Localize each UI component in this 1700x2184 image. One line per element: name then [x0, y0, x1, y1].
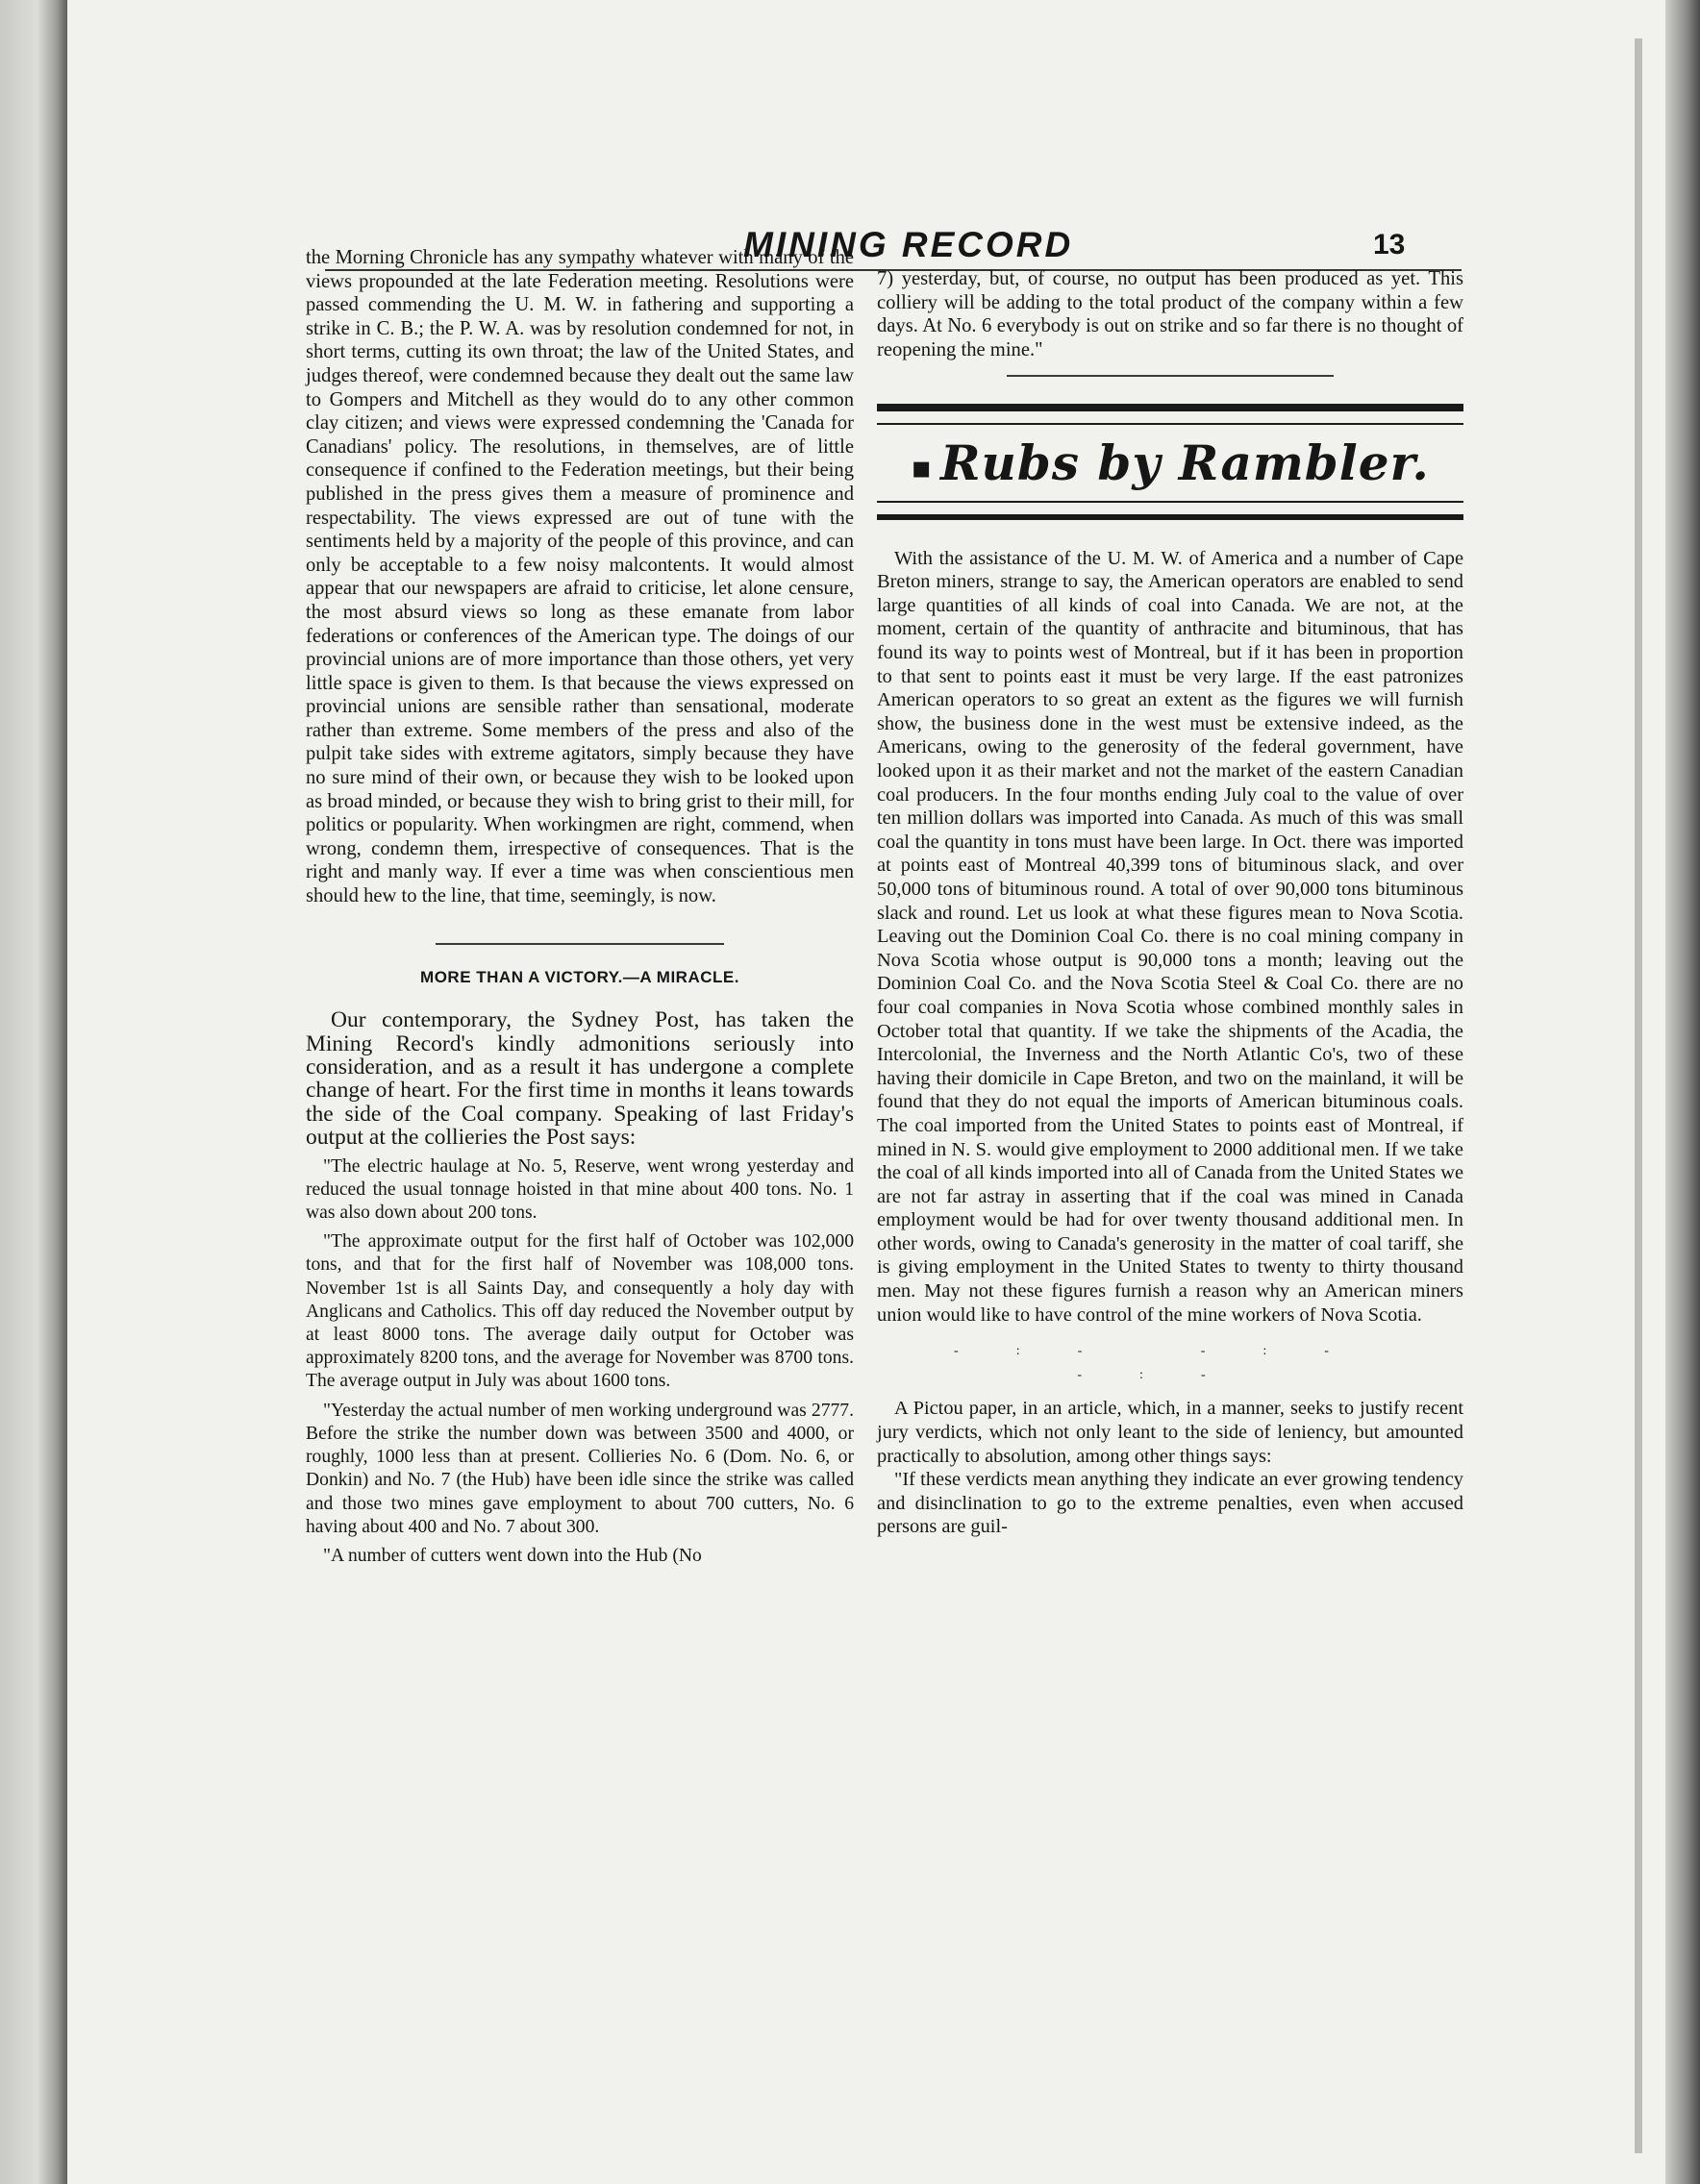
- section-divider: [1007, 375, 1334, 377]
- editorial-text: the Morning Chronicle has any sympathy whatever with many of the views propounded at the late Federation meeting. Resolutions were passed commending the U. M. W. in fathering and supporting a strike in C. B.; the P. W. A. was by resolution condemned for not, in short terms, cutting its own throat; the law of the United States, and judges thereof, were condemned because they dealt out the same law to Gompers and Mitchell as they would do to any other common clay citizen; and views were expressed condemning the 'Canada for Canadians' policy. The resolutions, in themselves, are of little consequence if confined to the Federation meetings, but their being published in the press gives them a measure of prominence and respectability. The views expressed are out of tune with the sentiments held by a majority of the people of this province, and can only be acceptable to a few noisy malcontents. It would almost appear that our newspapers are afraid to criticise, let alone censure, the most absurd views so long as these emanate from labor federations or conferences of the American type. The doings of our provincial unions are of more importance than those others, yet very little space is given to them. Is that because the views expressed on provincial unions are sensible rather than sensational, moderate rather than extreme. Some members of the press and also of the pulpit take sides with extreme agitators, simply because they have no sure mind of their own, or because they wish to be looked upon as broad minded, or because they wish to bring grist to their mill, for politics or popularity. When workingmen are right, commend, when wrong, condemn them, irrespective of consequences. That is the right and manly way. If ever a time was when conscientious men should hew to the line, that time, seemingly, is now.: [306, 247, 854, 907]
- page-number: 13: [1373, 229, 1406, 261]
- page-edge: [1635, 38, 1642, 2153]
- section-rule-top: [877, 404, 1463, 425]
- continuation-paragraph: 7) yesterday, but, of course, no output has been produced as yet. This colliery will be adding to the total product of the company within a few days. At No. 6 everybody is out on strike and so far there is no thought of reopening the mine.": [877, 268, 1463, 360]
- journal-title: MINING RECORD: [743, 225, 1074, 264]
- quote-paragraph-3: "Yesterday the actual number of men working underground was 2777. Before the strike the number down was between 3500 and 4000, or roughly, 1000 less than at present. Collieries No. 6 (Dom. No. 6, or Donkin) and No. 7 (the Hub) have been idle since the strike was called and those two mines gave employment to about 700 cutters, No. 6 having about 400 and No. 7 about 300.: [306, 1400, 854, 1537]
- paragraph-separator: -:- -:- -:-: [954, 1344, 1387, 1382]
- right-column: [877, 267, 1463, 1539]
- bullet-icon: ▪: [911, 449, 933, 486]
- article-lead-paragraph: Our contemporary, the Sydney Post, has taken the Mining Record's kindly admonitions seriously into consideration, and as a result it has undergone a complete change of heart. For the first time in months it leans towards the side of the Coal company. Speaking of last Friday's output at the collieries the Post says:: [306, 1007, 854, 1151]
- book-binding-right: [1665, 0, 1700, 2184]
- book-binding-left: [0, 0, 67, 2184]
- section-title: [877, 434, 1463, 492]
- section-title-text: Rubs by Rambler.: [939, 434, 1430, 492]
- quote-paragraph-2: "The approximate output for the first half of October was 102,000 tons, and that for the first half of November was 108,000 tons. November 1st is all Saints Day, and consequently a holy day with Anglicans and Catholics. This off day reduced the November output by at least 8000 tons. The average daily output for October was approximately 8200 tons, and the average for November was 8700 tons. The average output in July was about 1600 tons.: [306, 1231, 854, 1392]
- rambler-quote: "If these verdicts mean anything they indicate an ever growing tendency and disinclination to go to the extreme penalties, even when accused persons are guil-: [877, 1469, 1463, 1538]
- rambler-paragraph-2: A Pictou paper, in an article, which, in a manner, seeks to justify recent jury verdicts, which not only leant to the side of leniency, but amounted practically to absolution, among other things says:: [877, 1398, 1463, 1467]
- quote-paragraph-1: "The electric haulage at No. 5, Reserve, went wrong yesterday and reduced the usual tonnage hoisted in that mine about 400 tons. No. 1 was also down about 200 tons.: [306, 1155, 854, 1224]
- section-rule-bottom: [877, 501, 1463, 520]
- quote-paragraph-4: "A number of cutters went down into the Hub (No: [323, 1545, 702, 1566]
- section-divider: [436, 943, 724, 945]
- left-column: [306, 246, 854, 1568]
- rambler-paragraph-1: With the assistance of the U. M. W. of America and a number of Cape Breton miners, strange to say, the American operators are enabled to send large quantities of all kinds of coal into Canada. We are not, at the moment, certain of the quantity of anthracite and bituminous, that has found its way to points west of Montreal, but if it has been in proportion to that sent to points east it must be very large. If the east patronizes American operators to so great an extent as the figures we will furnish show, the business done in the west must be extensive indeed, as the Americans, owing to the generosity of the federal government, have looked upon it as their market and not the market of the eastern Canadian coal producers. In the four months ending July coal to the value of over ten million dollars was imported into Canada. As much of this was small coal the quantity in tons must have been large. In Oct. there was imported at points east of Montreal 40,399 tons of bituminous slack, and over 50,000 tons of bituminous round. A total of over 90,000 tons bituminous slack and round. Let us look at what these figures mean to Nova Scotia. Leaving out the Dominion Coal Co. there is no coal mining company in Nova Scotia whose output is 90,000 tons a month; leaving out the Dominion Coal Co. and the Nova Scotia Steel & Coal Co. there are no four coal companies in Nova Scotia whose combined monthly sales in October total that quantity. If we take the shipments of the Acadia, the Intercolonial, the Inverness and the North Atlantic Co's, two of these having their domicile in Cape Breton, and two on the mainland, it will be found that they do not equal the imports of American bituminous coals. The coal imported from the United States to points east of Montreal, if mined in N. S. would give employment to 2000 additional men. If we take the coal of all kinds imported into all of Canada from the United States we are not far astray in asserting that if the coal was mined in Canada employment would be had for over twenty thousand additional men. In other words, owing to Canada's generosity in the matter of coal tariff, she is giving employment in the United States to twenty to thirty thousand men. May not these figures furnish a reason why an American miners union would like to have control of the mine workers of Nova Scotia.: [877, 547, 1463, 1326]
- article-subheading: MORE THAN A VICTORY.—A MIRACLE.: [420, 967, 739, 986]
